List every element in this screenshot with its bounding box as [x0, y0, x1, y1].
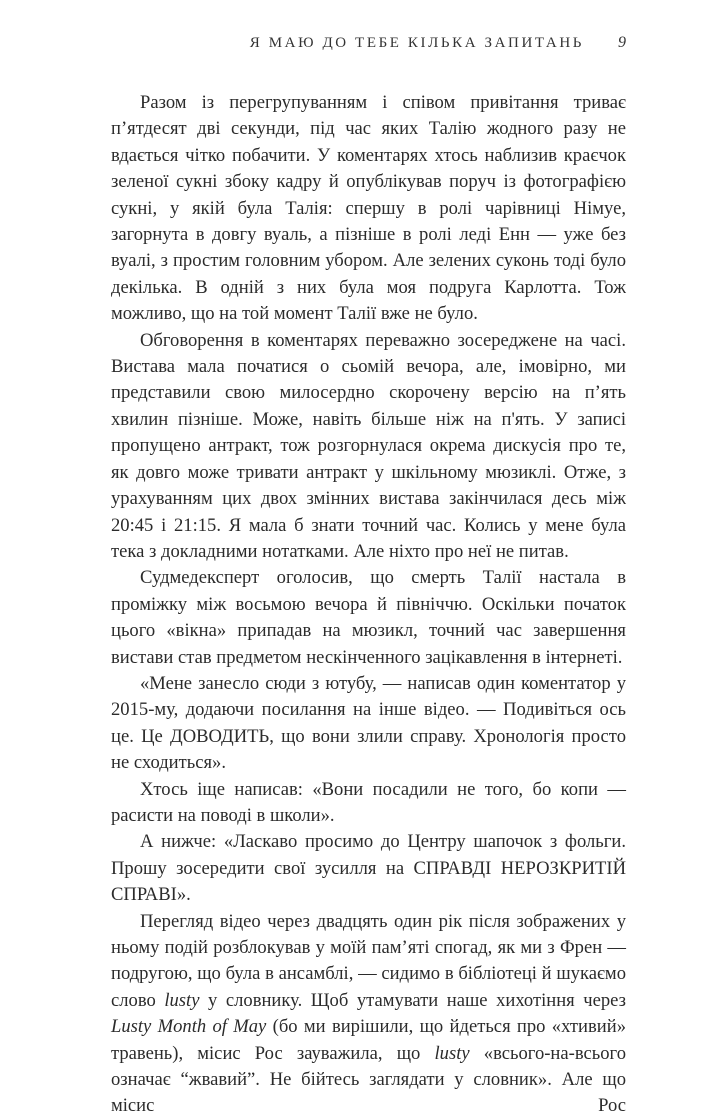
italic-term: lusty — [164, 989, 200, 1011]
paragraph — [111, 909, 626, 1120]
paragraph — [111, 671, 626, 777]
paragraph — [111, 565, 626, 671]
text-run: Судмедексперт оголосив, що смерть Талії настала в проміжку між восьмою вечора й північчю. Оскільки початок цього «вікна» припадав на мюзикл, точний час завершення вистави став предметом нескінченного зацікавлення в інтернеті. — [111, 567, 626, 668]
page-number: 9 — [618, 34, 626, 51]
text-run: «всього-на-всього означає “жвавий”. Не бійтесь заглядати у словник». Але що місис Рос — [111, 1042, 626, 1117]
paragraph — [111, 90, 626, 328]
text-run: А нижче: «Ласкаво просимо до Центру шапочок з фольги. Прошу зосередити свої зусилля на СПРАВДІ НЕРОЗКРИТІЙ СПРАВІ». — [111, 831, 626, 906]
text-run: у словнику. Щоб утамувати наше хихотіння через — [199, 989, 626, 1011]
page-body — [111, 90, 626, 1120]
italic-term: lusty — [434, 1042, 470, 1064]
text-run: Разом із перегрупуванням і співом привітання триває п’ятдесят дві секунди, під час яких Талію жодного разу не вдається чітко побачити. У коментарях хтось наблизив краєчок зеленої сукні збоку кадру й опублікував поруч із фотографією сукні, у якій була Талія: спершу в ролі чарівниці Німуе, загорнута в довгу вуаль, а пізніше в ролі леді Енн — уже без вуалі, з простим головним убором. Але зелених суконь тоді було декілька. В одній з них була моя подруга Карлотта. Тож можливо, що на той момент Талії вже не було. — [111, 92, 626, 325]
paragraph — [111, 328, 626, 566]
paragraph — [111, 777, 626, 830]
text-run: «Мене занесло сюди з ютубу, — написав один коментатор у 2015-му, додаючи посилання на інше відео. — Подивіться ось це. Це ДОВОДИТЬ, що вони злили справу. Хронологія просто не сходиться». — [111, 672, 626, 774]
running-title: Я МАЮ ДО ТЕБЕ КІЛЬКА ЗАПИТАНЬ — [249, 35, 584, 51]
italic-term: Lusty Month of May — [111, 1016, 267, 1038]
text-run: Перегляд відео через двадцять один рік після зображених у ньому подій розблокував у моїй пам’яті спогад, як ми з Френ — подругою, що була в ансамблі, — сидимо в бібліотеці й шукаємо слово — [111, 910, 626, 1011]
paragraph — [111, 829, 626, 908]
text-run: (бо ми вирішили, що йдеться про «хтивий» травень), місис Рос зауважила, що — [111, 1016, 626, 1064]
text-run: Обговорення в коментарях переважно зосереджене на часі. Вистава мала початися о сьомій вечора, але, імовірно, ми представили свою милосердно скорочену версію на п’ять хвилин пізніше. Може, навіть більше ніж на п'ять. У записі пропущено антракт, тож розгорнулася окрема дискусія про те, як довго може тривати антракт у шкільному мюзиклі. Отже, з урахуванням цих двох змінних вистава закінчилася десь між 20:45 і 21:15. Я мала б знати точний час. Колись у мене була тека з докладними нотатками. Але ніхто про неї не питав. — [111, 329, 626, 562]
text-run: Хтось іще написав: «Вони посадили не того, бо копи — расисти на поводі в школи». — [111, 778, 626, 826]
running-header — [111, 34, 626, 52]
